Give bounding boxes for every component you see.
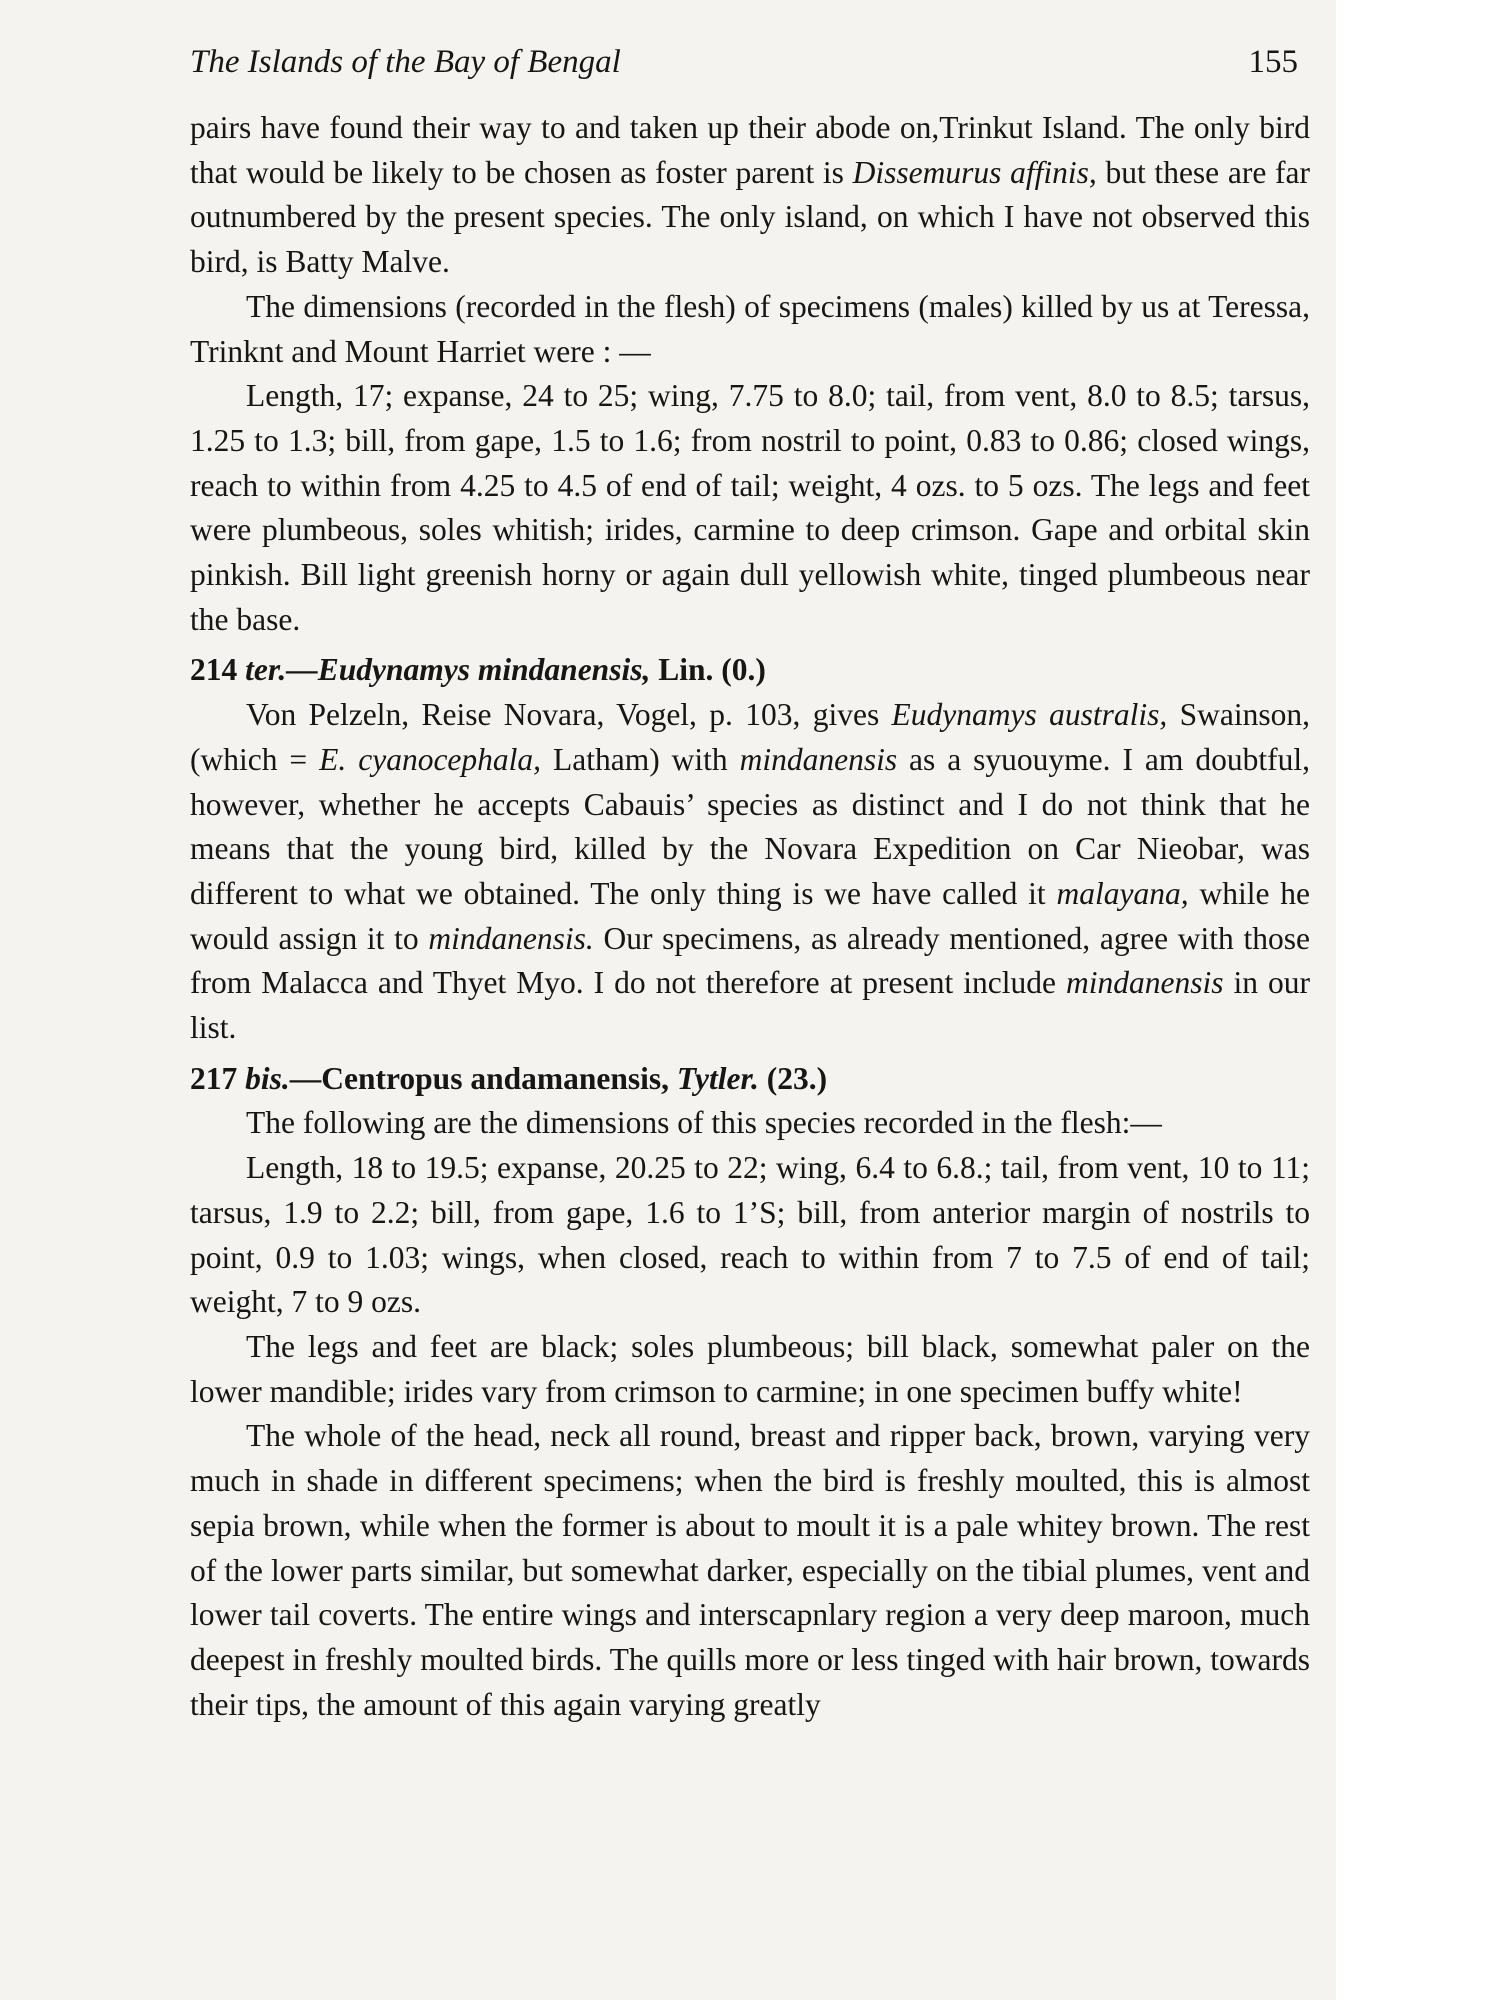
page-header — [190, 30, 1310, 106]
paragraph-plumage: The whole of the head, neck all round, breast and ripper back, brown, varying very much in shade in different specimens; when the bird is freshly moulted, this is almost sepia brown, while when the former is about to moult it is a pale whitey brown. The rest of the lower parts similar, but somewhat darker, especially on the tibial plumes, vent and lower tail coverts. The entire wings and interscapnlary region a very deep maroon, much deepest in freshly moulted birds. The quills more or less tinged with hair brown, towards their tips, the amount of this again varying greatly — [190, 1418, 1310, 1722]
book-page — [190, 30, 1310, 1727]
paragraph-following-dimensions: The following are the dimensions of this species recorded in the flesh:— — [246, 1105, 1162, 1141]
entry-heading-214: 214 ter.—Eudynamys mindanensis, Lin. (0.) — [190, 652, 766, 688]
paragraph-centropus-dimensions: Length, 18 to 19.5; expanse, 20.25 to 22; wing, 6.4 to 6.8.; tail, from vent, 10 to 11; tarsus, 1.9 to 2.2; bill, from gape, 1.6 to 1’S; bill, from anterior margin of nostrils to point, 0.9 to 1.03; wings, when closed, reach to within from 7 to 7.5 of end of tail; weight, 7 to 9 ozs. — [190, 1150, 1310, 1320]
body-text — [190, 106, 1310, 1727]
running-title: The Islands of the Bay of Bengal — [190, 44, 621, 80]
paragraph-dimensions: Length, 17; expanse, 24 to 25; wing, 7.75 to 8.0; tail, from vent, 8.0 to 8.5; tarsus, 1.25 to 1.3; bill, from gape, 1.5 to 1.6; from nostril to point, 0.83 to 0.86; closed wings, reach to within from 4.25 to 4.5 of end of tail; weight, 4 ozs. to 5 ozs. The legs and feet were plumbeous, soles whitish; irides, carmine to deep crimson. Gape and orbital skin pinkish. Bill light greenish horny or again dull yellowish white, tinged plumbeous near the base. — [190, 378, 1310, 637]
paragraph-von-pelzeln: Von Pelzeln, Reise Novara, Vogel, p. 103, gives Eudynamys australis, Swainson, (which = E. cyanocephala, Latham) with mindanensis as a syuouyme. I am doubtful, however, whether he accepts Cabauis’ species as distinct and I do not think that he means that the young bird, killed by the Novara Expedition on Car Nieobar, was different to what we obtained. The only thing is we have called it malayana, while he would assign it to mindanensis. Our specimens, as already mentioned, agree with those from Malacca and Thyet Myo. I do not therefore at present include mindanensis in our list. — [190, 697, 1310, 1046]
species-name: Dissemurus affinis, — [852, 154, 1097, 190]
paragraph-legs-feet: The legs and feet are black; soles plumbeous; bill black, somewhat paler on the lower mandible; irides vary from crimson to carmine; in one specimen buffy white! — [190, 1328, 1310, 1409]
paragraph-continued: pairs have found their way to and taken up their abode on,Trinkut Island. The only bird that would be likely to be chosen as foster parent is Dissemurus affinis, but these are far outnumbered by the present species. The only island, on which I have not observed this bird, is Batty Malve. — [190, 110, 1310, 280]
entry-heading-217: 217 bis.—Centropus andamanensis, Tytler. (23.) — [190, 1060, 828, 1096]
page-number: 155 — [1248, 44, 1298, 80]
paragraph-dimensions-intro: The dimensions (recorded in the flesh) of specimens (males) killed by us at Teressa, Trinknt and Mount Harriet were : — — [190, 288, 1310, 369]
